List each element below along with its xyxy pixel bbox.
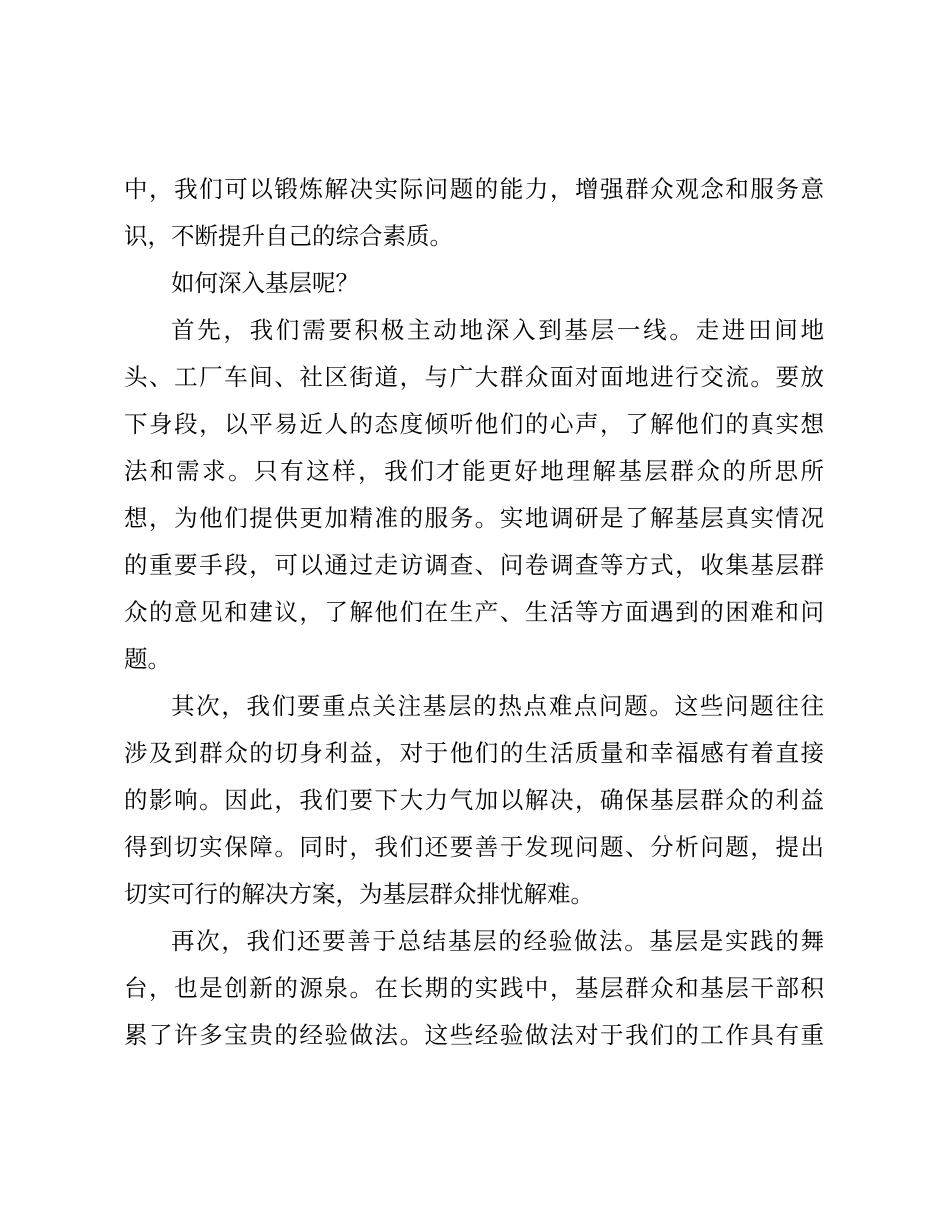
text-line: 首先，我们需要积极主动地深入到基层一线。走进田间地 xyxy=(171,316,824,344)
text-line: 中，我们可以锻炼解决实际问题的能力，增强群众观念和服务意 xyxy=(124,175,824,203)
text-line: 如何深入基层呢？ xyxy=(171,269,359,297)
text-line: 得到切实保障。同时，我们还要善于发现问题、分析问题，提出 xyxy=(124,833,824,861)
text-line: 累了许多宝贵的经验做法。这些经验做法对于我们的工作具有重 xyxy=(124,1021,824,1049)
text-line: 台，也是创新的源泉。在长期的实践中，基层群众和基层干部积 xyxy=(124,974,824,1002)
text-line: 题。 xyxy=(124,645,171,673)
text-line: 想，为他们提供更加精准的服务。实地调研是了解基层真实情况 xyxy=(124,504,824,532)
text-line: 再次，我们还要善于总结基层的经验做法。基层是实践的舞 xyxy=(171,927,824,955)
text-line: 头、工厂车间、社区街道，与广大群众面对面地进行交流。要放 xyxy=(124,363,824,391)
text-line: 的影响。因此，我们要下大力气加以解决，确保基层群众的利益 xyxy=(124,786,824,814)
document-body xyxy=(124,166,824,1059)
text-line: 下身段，以平易近人的态度倾听他们的心声，了解他们的真实想 xyxy=(124,410,824,438)
text-line: 识，不断提升自己的综合素质。 xyxy=(124,222,453,250)
text-line: 切实可行的解决方案，为基层群众排忧解难。 xyxy=(124,880,594,908)
text-line: 法和需求。只有这样，我们才能更好地理解基层群众的所思所 xyxy=(124,457,824,485)
text-line: 涉及到群众的切身利益，对于他们的生活质量和幸福感有着直接 xyxy=(124,739,824,767)
text-line: 其次，我们要重点关注基层的热点难点问题。这些问题往往 xyxy=(171,692,824,720)
text-line: 的重要手段，可以通过走访调查、问卷调查等方式，收集基层群 xyxy=(124,551,824,579)
text-line: 众的意见和建议，了解他们在生产、生活等方面遇到的困难和问 xyxy=(124,598,824,626)
